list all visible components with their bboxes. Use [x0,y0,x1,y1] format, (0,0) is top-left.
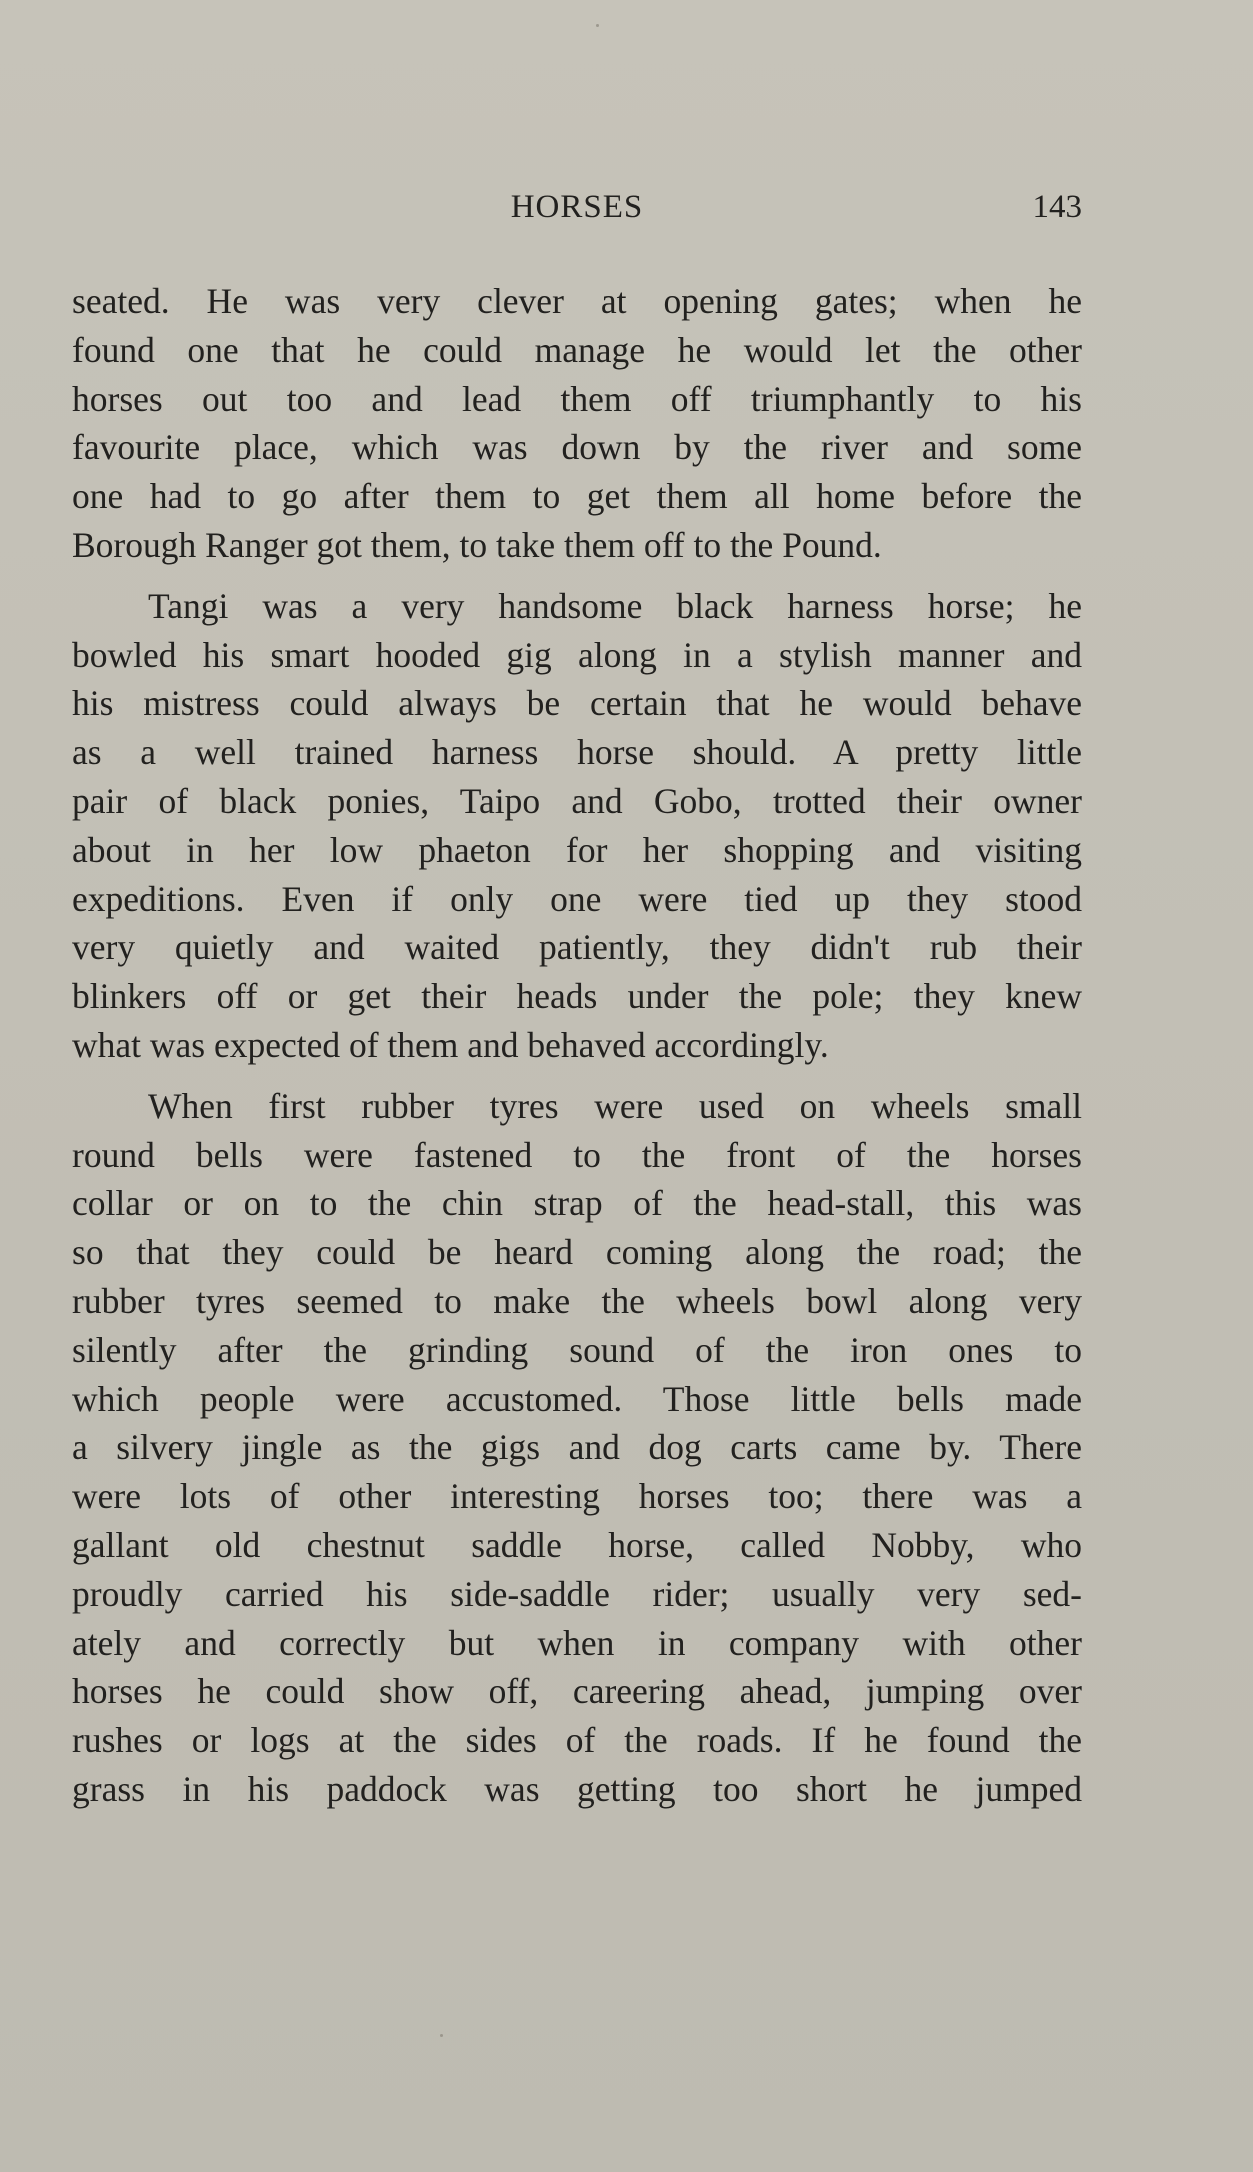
text-line: a silvery jingle as the gigs and dog carts came by. There [72,1427,1082,1468]
text-line: seated. He was very clever at opening gates; when he [72,281,1082,321]
text-line: When first rubber tyres were used on wheels small [148,1085,1082,1126]
text-line: his mistress could always be certain that he would behave [72,683,1082,724]
text-line: horses out too and lead them off triumphantly to his [72,378,1082,419]
running-title: HORSES [510,189,644,225]
text-line: gallant old chestnut saddle horse, called Nobby, who [72,1524,1082,1565]
text-line: blinkers off or get their heads under the pole; they knew [72,976,1082,1017]
text-line: rubber tyres seemed to make the wheels bowl along very [72,1280,1082,1321]
text-line: collar or on to the chin strap of the head-stall, this was [72,1183,1082,1224]
text-line: so that they could be heard coming along the road; the [72,1232,1082,1273]
text-line: expeditions. Even if only one were tied up they stood [72,878,1082,919]
paragraph-3 [72,1082,1082,1814]
paragraph-1 [72,277,1082,570]
text-line: pair of black ponies, Taipo and Gobo, trotted their owner [72,780,1082,821]
text-line: one had to go after them to get them all home before the [72,476,1082,517]
text-line: Tangi was a very handsome black harness horse; he [148,585,1082,626]
text-line: as a well trained harness horse should. A pretty little [72,732,1082,773]
text-line: what was expected of them and behaved accordingly. [72,1024,829,1065]
body-text [72,277,1082,1814]
text-line: silently after the grinding sound of the iron ones to [72,1329,1082,1370]
page-number: 143 [1032,189,1082,225]
text-line: round bells were fastened to the front of the horses [72,1134,1082,1175]
text-line: about in her low phaeton for her shopping and visiting [72,829,1082,870]
text-line: bowled his smart hooded gig along in a stylish manner and [72,634,1082,675]
text-line: ately and correctly but when in company with other [72,1622,1082,1663]
text-line: which people were accustomed. Those little bells made [72,1378,1082,1419]
paper-speck [596,24,599,27]
text-line: horses he could show off, careering ahead, jumping over [72,1671,1082,1712]
paper-speck [440,2034,443,2037]
running-head [72,184,1082,230]
text-line: Borough Ranger got them, to take them off to the Pound. [72,524,882,565]
text-line: very quietly and waited patiently, they didn't rub their [72,927,1082,968]
text-line: grass in his paddock was getting too short he jumped [72,1768,1082,1809]
text-line: favourite place, which was down by the river and some [72,427,1082,468]
text-line: found one that he could manage he would let the other [72,329,1082,370]
text-line: were lots of other interesting horses too; there was a [72,1476,1082,1517]
text-line: proudly carried his side-saddle rider; usually very sed- [72,1573,1082,1614]
text-line: rushes or logs at the sides of the roads. If he found the [72,1720,1082,1761]
paragraph-2 [72,582,1082,1070]
